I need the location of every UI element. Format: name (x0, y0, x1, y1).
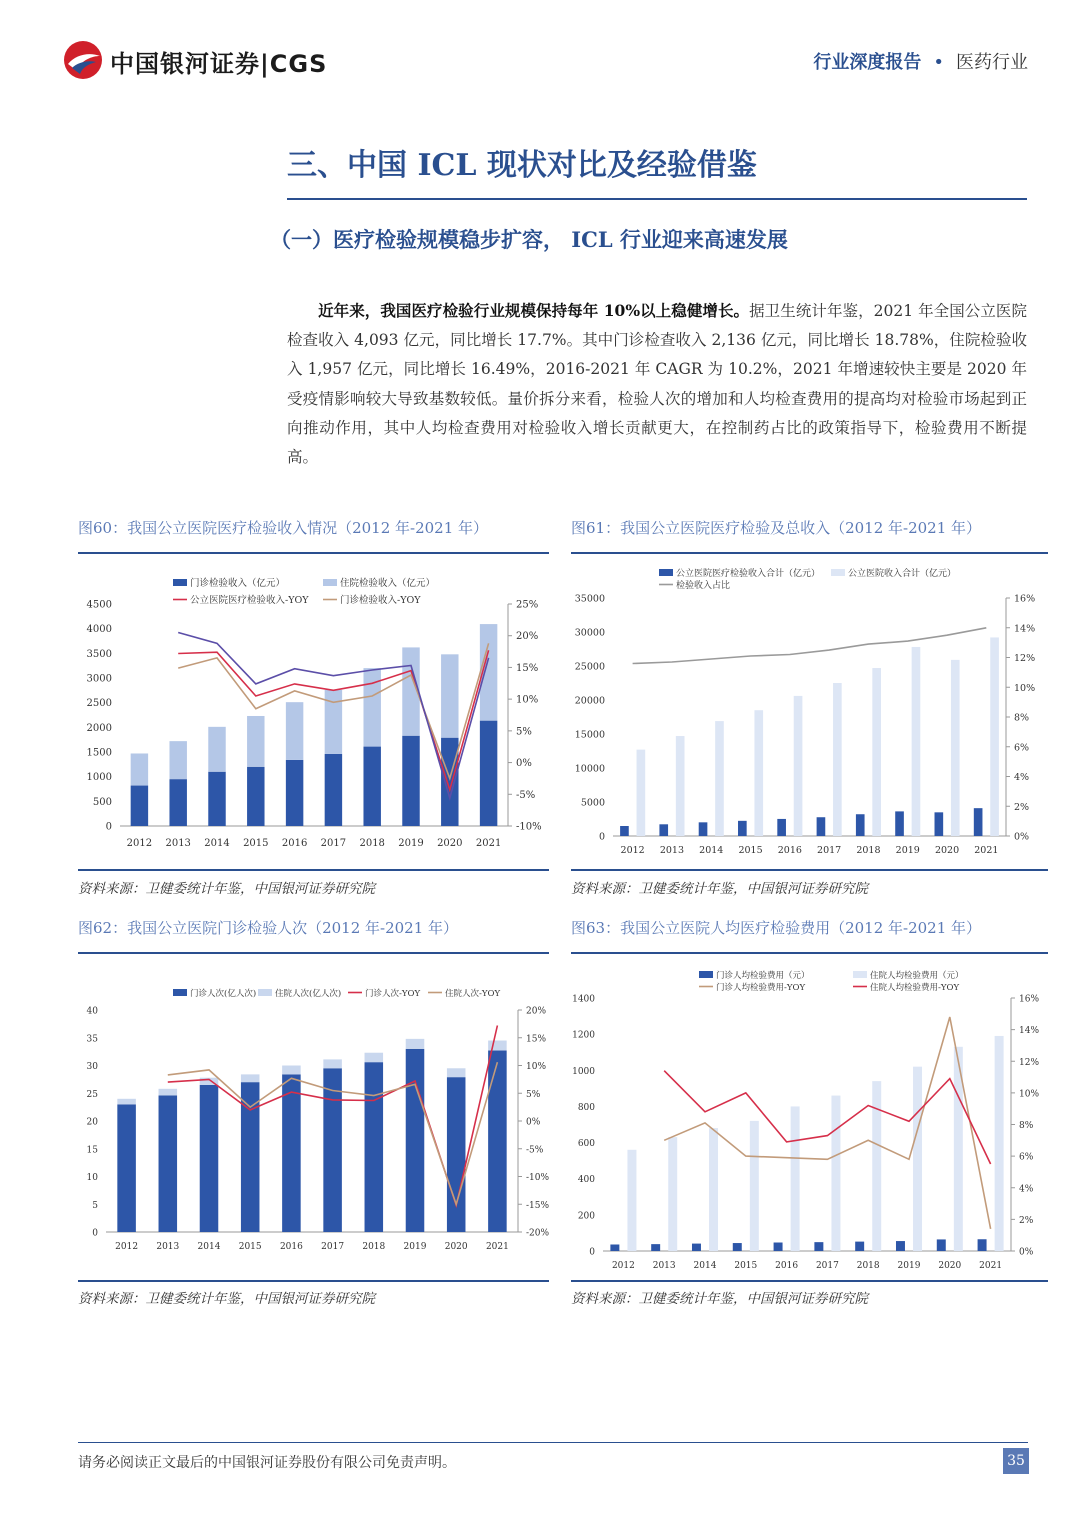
x-tick-label: 2013 (659, 845, 685, 856)
bar (159, 1089, 178, 1096)
legend-label: 门诊检验收入-YOY (340, 595, 421, 606)
x-tick-label: 2019 (403, 1242, 427, 1252)
bar (974, 808, 983, 836)
bar (117, 1104, 136, 1232)
bar (935, 812, 944, 836)
y2-tick-label: -15% (526, 1200, 549, 1211)
legend-swatch (173, 579, 187, 586)
bar (990, 637, 999, 836)
x-tick-label: 2014 (204, 838, 230, 849)
bar (169, 779, 186, 826)
legend-label: 门诊人次(亿人次) (190, 989, 257, 999)
bar (282, 1074, 301, 1232)
legend-swatch (853, 971, 867, 978)
x-tick-label: 2015 (734, 1261, 758, 1271)
y-tick-label: 20 (86, 1117, 98, 1128)
bar (169, 741, 186, 779)
y2-tick-label: 5% (516, 726, 532, 738)
x-tick-label: 2017 (321, 1242, 345, 1252)
bar (247, 767, 264, 826)
x-tick-label: 2015 (243, 838, 269, 849)
y2-tick-label: -10% (516, 821, 542, 833)
y-tick-label: 25000 (574, 661, 605, 673)
report-header (813, 48, 1028, 74)
bar (286, 760, 303, 826)
fig62-bottom-rule (78, 1280, 549, 1282)
legend-label: 门诊人均检验费用（元） (716, 971, 810, 981)
y-tick-label: 20000 (574, 695, 605, 707)
y-tick-label: 40 (86, 1006, 98, 1017)
section-title: 三、中国 ICL 现状对比及经验借鉴 (287, 148, 757, 183)
legend-label: 门诊人均检验费用-YOY (716, 983, 806, 993)
x-tick-label: 2018 (359, 838, 385, 849)
bar (406, 1049, 425, 1232)
bar (651, 1244, 660, 1251)
bar (754, 710, 763, 836)
fig62-caption: 图62：我国公立医院门诊检验人次（2012 年-2021 年） (78, 919, 459, 937)
legend-label: 门诊检验收入（亿元） (190, 578, 286, 589)
fig63-caption: 图63：我国公立医院人均医疗检验费用（2012 年-2021 年） (571, 919, 982, 937)
x-tick-label: 2014 (693, 1261, 717, 1271)
x-tick-label: 2013 (165, 838, 191, 849)
fig63-chart (571, 966, 1048, 1272)
bar (131, 786, 148, 826)
y2-tick-label: 0% (516, 758, 532, 770)
x-tick-label: 2018 (856, 1261, 880, 1271)
legend-swatch (699, 971, 713, 978)
y-tick-label: 200 (577, 1211, 595, 1222)
x-tick-label: 2016 (775, 1261, 799, 1271)
x-tick-label: 2021 (475, 838, 502, 849)
bar (738, 821, 747, 836)
y-tick-label: 500 (92, 796, 112, 808)
y2-tick-label: 12% (1019, 1057, 1040, 1068)
y-tick-label: 4000 (86, 624, 112, 636)
bar (872, 668, 881, 836)
bar (978, 1239, 987, 1251)
y2-tick-label: 8% (1014, 712, 1030, 724)
bar (480, 721, 497, 826)
y-tick-label: 35 (86, 1034, 98, 1045)
y2-tick-label: 20% (516, 631, 539, 643)
legend-swatch (173, 989, 187, 996)
fig62-chart (78, 982, 549, 1262)
bar (750, 1121, 759, 1251)
x-tick-label: 2020 (444, 1242, 468, 1252)
bar (200, 1085, 219, 1232)
y-tick-label: 1000 (572, 1066, 595, 1077)
bar (441, 654, 458, 737)
y-tick-label: 0 (589, 1247, 595, 1258)
bar (937, 1239, 946, 1251)
bar (323, 1059, 342, 1068)
fig61-caption: 图61：我国公立医院医疗检验及总收入（2012 年-2021 年） (571, 519, 982, 537)
x-tick-label: 2014 (699, 845, 724, 856)
y2-tick-label: 10% (516, 694, 539, 706)
legend-label: 门诊人次-YOY (365, 989, 421, 999)
y2-tick-label: 25% (516, 599, 539, 611)
logo-icon (62, 40, 104, 80)
fig61-bottom-rule (571, 869, 1048, 871)
x-tick-label: 2016 (279, 1242, 303, 1252)
bar (117, 1099, 136, 1105)
bar (794, 696, 803, 836)
x-tick-label: 2012 (115, 1242, 139, 1252)
bar (159, 1095, 178, 1232)
x-tick-label: 2015 (738, 845, 763, 856)
paragraph-lead: 近年来，我国医疗检验行业规模保持每年 10%以上稳健增长。 (318, 301, 750, 320)
bar (814, 1242, 823, 1251)
y2-tick-label: -20% (526, 1228, 549, 1239)
bar (774, 1243, 783, 1251)
x-tick-label: 2019 (398, 838, 424, 849)
bar (715, 721, 724, 836)
x-tick-label: 2017 (320, 838, 347, 849)
legend-label: 住院人均检验费用-YOY (870, 983, 960, 993)
y-tick-label: 0 (92, 1228, 98, 1239)
bar (241, 1074, 260, 1082)
y2-tick-label: -10% (526, 1173, 549, 1183)
y-tick-label: 800 (577, 1102, 595, 1113)
page-number: 35 (1003, 1448, 1029, 1474)
x-tick-label: 2012 (620, 845, 645, 856)
x-tick-label: 2013 (156, 1242, 180, 1252)
y-tick-label: 1400 (572, 994, 595, 1005)
y2-tick-label: -5% (516, 789, 536, 801)
x-tick-label: 2016 (777, 845, 802, 856)
bar (913, 1067, 922, 1251)
fig60-caption: 图60：我国公立医院医疗检验收入情况（2012 年-2021 年） (78, 519, 489, 537)
fig63-top-rule (571, 952, 1048, 954)
bar (895, 811, 904, 836)
bar (365, 1062, 384, 1232)
footer-disclaimer: 请务必阅读正文最后的中国银河证券股份有限公司免责声明。 (78, 1455, 456, 1471)
y-tick-label: 3000 (86, 673, 112, 685)
x-tick-label: 2021 (485, 1242, 509, 1252)
bar (817, 817, 826, 836)
industry-label: 医药行业 (956, 52, 1028, 73)
bar (699, 822, 708, 836)
bar (733, 1243, 742, 1251)
legend-label: 住院人次(亿人次) (275, 989, 342, 999)
legend-swatch (659, 569, 673, 576)
bar (447, 1068, 466, 1077)
y-tick-label: 15 (86, 1145, 98, 1156)
y2-tick-label: 15% (516, 662, 539, 674)
x-tick-label: 2012 (126, 838, 153, 849)
fig61-chart (571, 566, 1048, 860)
legend-label: 公立医院医疗检验收入-YOY (190, 595, 309, 606)
y-tick-label: 30000 (574, 627, 605, 639)
y-tick-label: 15000 (574, 729, 605, 741)
bar (323, 1068, 342, 1232)
y-tick-label: 1200 (572, 1030, 595, 1041)
x-tick-label: 2020 (938, 1261, 962, 1271)
bar (668, 1137, 677, 1251)
x-tick-label: 2017 (815, 1261, 839, 1271)
y2-tick-label: 10% (1014, 682, 1036, 694)
legend-swatch (831, 569, 845, 576)
section-divider (287, 198, 1027, 200)
x-tick-label: 2020 (934, 845, 960, 856)
x-tick-label: 2019 (897, 1261, 921, 1271)
fig61-top-rule (571, 552, 1048, 554)
bar (995, 1036, 1004, 1251)
y2-tick-label: -5% (526, 1145, 544, 1156)
bar (131, 753, 148, 785)
bar (365, 1053, 384, 1062)
fig61-source: 资料来源：卫健委统计年鉴，中国银河证券研究院 (571, 881, 868, 897)
fig60-bottom-rule (78, 869, 549, 871)
y2-tick-label: 10% (526, 1062, 547, 1072)
y-tick-label: 400 (577, 1175, 595, 1186)
bar (676, 736, 685, 836)
y2-tick-label: 16% (1019, 994, 1040, 1005)
y2-tick-label: 15% (526, 1034, 547, 1045)
bar (282, 1066, 301, 1075)
y-tick-label: 5 (92, 1200, 98, 1211)
bar (286, 702, 303, 760)
y-tick-label: 10 (86, 1173, 98, 1183)
fig62-top-rule (78, 952, 549, 954)
x-tick-label: 2016 (281, 838, 308, 849)
y-tick-label: 2500 (86, 698, 112, 710)
bar (247, 716, 264, 767)
bar (620, 826, 629, 836)
y2-tick-label: 6% (1019, 1152, 1034, 1163)
y2-tick-label: 16% (1014, 593, 1036, 605)
bar (325, 754, 342, 826)
y2-tick-label: 6% (1014, 742, 1030, 754)
y-tick-label: 25 (86, 1089, 98, 1100)
legend-label: 住院人次-YOY (445, 989, 501, 999)
bar (872, 1081, 881, 1251)
x-tick-label: 2021 (974, 845, 999, 856)
bar (208, 727, 225, 772)
legend-label: 住院检验收入（亿元） (340, 578, 436, 589)
y2-tick-label: 4% (1019, 1184, 1034, 1195)
y-tick-label: 3500 (86, 648, 112, 660)
bar (363, 668, 380, 746)
x-tick-label: 2015 (238, 1242, 262, 1252)
y2-tick-label: 20% (526, 1006, 547, 1017)
x-tick-label: 2019 (895, 845, 920, 856)
bar (441, 738, 458, 826)
y2-tick-label: 2% (1014, 801, 1030, 813)
y2-tick-label: 8% (1019, 1121, 1034, 1131)
fig62-source: 资料来源：卫健委统计年鉴，中国银河证券研究院 (78, 1291, 375, 1307)
bar (637, 750, 646, 836)
y-tick-label: 2000 (86, 722, 112, 734)
y-tick-label: 35000 (574, 593, 605, 605)
header-separator: • (933, 52, 944, 73)
legend-swatch (323, 579, 337, 586)
y-tick-label: 30 (86, 1062, 98, 1072)
y2-tick-label: 4% (1014, 772, 1030, 783)
footer-divider (78, 1442, 1028, 1443)
x-tick-label: 2013 (652, 1261, 676, 1271)
y-tick-label: 1000 (86, 772, 112, 784)
bar (896, 1241, 905, 1251)
bar (447, 1077, 466, 1232)
bar (791, 1106, 800, 1251)
sub-title: （一）医疗检验规模稳步扩容， ICL 行业迎来高速发展 (270, 227, 788, 252)
bar (709, 1128, 718, 1251)
y-tick-label: 0 (598, 831, 605, 843)
bar (777, 819, 786, 836)
y-tick-label: 10000 (574, 763, 605, 775)
y2-tick-label: 12% (1014, 653, 1036, 664)
bar (856, 814, 865, 836)
x-tick-label: 2012 (611, 1261, 635, 1271)
y2-tick-label: 5% (526, 1089, 541, 1100)
bar (831, 1096, 840, 1251)
bar (406, 1039, 425, 1049)
bar (833, 683, 842, 836)
bar (363, 747, 380, 826)
x-tick-label: 2021 (979, 1261, 1003, 1271)
bar (488, 1051, 507, 1232)
legend-swatch (258, 989, 272, 996)
bar (912, 647, 921, 836)
series-line (633, 628, 987, 664)
fig60-source: 资料来源：卫健委统计年鉴，中国银河证券研究院 (78, 881, 375, 897)
fig60-top-rule (78, 552, 549, 554)
bar (627, 1150, 636, 1251)
paragraph-body: 据卫生统计年鉴，2021 年全国公立医院检查收入 4,093 亿元，同比增长 17.7%。其中门诊检查收入 2,136 亿元，同比增长 18.78%，住院检验收入 1,957 亿元，同比增长 16.49%，2016-2021 年 CAGR 为 10.2%，2021 年增速较快主要是 2020 年受疫情影响较大导致基数较低。量价拆分来看，检验人次的增加和人均检查费用的提高均对检验市场起到正向推动作用，其中人均检查费用对检验收入增长贡献更大，在控制药占比的政策指导下，检验费用不断提高。 (287, 302, 1028, 467)
bar (659, 824, 668, 836)
legend-label: 住院人均检验费用（元） (870, 971, 964, 981)
y2-tick-label: 0% (1019, 1247, 1034, 1258)
bar (610, 1244, 619, 1251)
body-paragraph (287, 296, 1027, 472)
y-tick-label: 4500 (86, 599, 112, 611)
legend-label: 检验收入占比 (676, 581, 731, 591)
legend-label: 公立医院收入合计（亿元） (848, 569, 957, 579)
bar (488, 1041, 507, 1051)
y2-tick-label: 0% (526, 1117, 541, 1128)
x-tick-label: 2020 (437, 838, 463, 849)
x-tick-label: 2018 (856, 845, 881, 856)
fig63-bottom-rule (571, 1280, 1048, 1282)
y2-tick-label: 10% (1019, 1089, 1040, 1100)
bar (951, 660, 960, 836)
fig60-chart (78, 566, 549, 860)
logo-text: 中国银河证券|CGS (110, 50, 328, 78)
y-tick-label: 1500 (86, 747, 112, 759)
y-tick-label: 0 (105, 821, 112, 833)
legend-label: 公立医院医疗检验收入合计（亿元） (676, 569, 821, 579)
bar (402, 736, 419, 826)
y2-tick-label: 14% (1019, 1026, 1040, 1037)
bar (208, 772, 225, 826)
bar (692, 1244, 701, 1251)
x-tick-label: 2017 (817, 845, 842, 856)
y2-tick-label: 0% (1014, 831, 1030, 843)
x-tick-label: 2014 (197, 1242, 221, 1252)
bar (325, 690, 342, 754)
report-type: 行业深度报告 (813, 52, 922, 73)
fig63-source: 资料来源：卫健委统计年鉴，中国银河证券研究院 (571, 1291, 868, 1307)
x-tick-label: 2018 (362, 1242, 386, 1252)
y-tick-label: 5000 (580, 797, 605, 809)
bar (855, 1242, 864, 1251)
y2-tick-label: 2% (1019, 1215, 1034, 1226)
y-tick-label: 600 (577, 1139, 595, 1150)
y2-tick-label: 14% (1014, 623, 1036, 635)
